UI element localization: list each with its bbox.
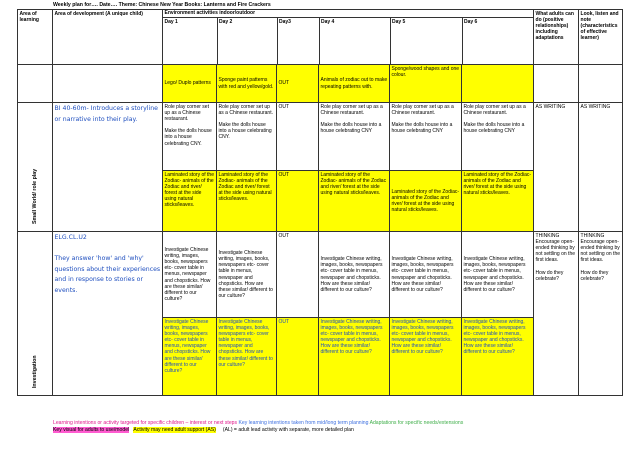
legend-green: Adaptations for specific needs/extensions bbox=[369, 420, 464, 426]
legend-pink: Learning intentions or activity targeted for specific children – interest or next steps bbox=[53, 420, 238, 426]
sw-r1-day-1: Role play corner set up as a Chinese restaurant. Make the dolls house into a house celebrating CNY. bbox=[163, 103, 217, 171]
pattern-row bbox=[18, 65, 623, 103]
sw-r1-day-5: Role play corner set up as a Chinese restaurant. Make the dolls house into a house celebrating CNY bbox=[390, 103, 462, 171]
inv-r2-day-3: OUT bbox=[277, 318, 319, 396]
inv-adults: THINKING Encourage open-ended thinking by not settling on the first ideas. How do they celebrate? bbox=[534, 232, 579, 396]
legend bbox=[53, 420, 463, 434]
sw-r1-day-6: Role play corner set up as a Chinese restaurant. Make the dolls house into a house celebrating CNY bbox=[462, 103, 534, 171]
sw-r2-day-2: Laminated story of the Zodiac- animals of the Zodiac and river/ forest at the side using natural sticks/leaves. bbox=[217, 171, 277, 232]
inv-r2-day-6: Investigate Chinese writing, images, books, newspapers etc- cover table in menus, newspaper and chopsticks. How are these similar/ different to our culture? bbox=[462, 318, 534, 396]
weekly-plan-table bbox=[17, 9, 623, 396]
sw-r2-day-1: Laminated story of the Zodiac- animals of the Zodiac and river/ forest at the side using natural sticks/leaves. bbox=[163, 171, 217, 232]
inv-r1-day-5: Investigate Chinese writing, images, books, newspapers etc- cover table in menus, newspaper and chopsticks. How are these similar/ different to our culture? bbox=[390, 232, 462, 318]
sw-look: AS WRITING bbox=[579, 103, 623, 232]
header-what-adults-can-do: What adults can do (positive relationships) including adaptations bbox=[534, 10, 579, 65]
sw-r1-day-4: Role play corner set up as a Chinese restaurant. Make the dolls house into a house celebrating CNY bbox=[319, 103, 390, 171]
area-small-world: Small World/ role play bbox=[18, 103, 53, 232]
legend-al: (AL) = adult lead activity with separate, more detailed plan bbox=[222, 427, 354, 434]
area-investigation: Investigation bbox=[18, 232, 53, 396]
legend-activity: Activity may need adult support (AS) bbox=[133, 427, 216, 434]
page-title: Weekly plan for…. Date…. Theme: Chinese New Year Books: Lanterns and Fire Crackers bbox=[53, 2, 271, 8]
investigation-row-1 bbox=[18, 232, 623, 318]
inv-look: THINKING Encourage open-ended thinking by not settling on the first ideas. How do they celebrate? bbox=[579, 232, 623, 396]
header-environment bbox=[163, 10, 534, 65]
inv-r2-day-5: Investigate Chinese writing, images, books, newspapers etc- cover table in menus, newspaper and chopsticks. How are these similar/ different to our culture? bbox=[390, 318, 462, 396]
small-world-row-1 bbox=[18, 103, 623, 171]
legend-key-adults: Key visual for adults to use/model bbox=[53, 427, 130, 434]
sw-r2-day-4: Laminated story of the Zodiac- animals of the Zodiac and river/ forest at the side using natural sticks/leaves. bbox=[319, 171, 390, 232]
inv-r1-day-4: Investigate Chinese writing, images, books, newspapers etc- cover table in menus, newspaper and chopsticks. How are these similar/ different to our culture? bbox=[319, 232, 390, 318]
inv-r2-day-2: Investigate Chinese writing, images, books, newspapers etc- cover table in menus, newspaper and chopsticks. How are these similar/ different to our culture? bbox=[217, 318, 277, 396]
pattern-day-4: Animals of zodiac out to make repeating patterns with. bbox=[319, 65, 390, 103]
header-day-3: Day3 bbox=[277, 18, 319, 64]
dev-investigation: ELG.CL.U2 They answer 'how' and 'why' questions about their experiences and in response to stories or events. bbox=[53, 232, 163, 396]
inv-r1-day-6: Investigate Chinese writing, images, books, newspapers etc- cover table in menus, newspaper and chopsticks. How are these similar/ different to our culture? bbox=[462, 232, 534, 318]
header-day-1: Day 1 bbox=[163, 18, 217, 64]
header-area-of-development: Area of development (A unique child) bbox=[53, 10, 163, 65]
inv-r1-day-3: OUT bbox=[277, 232, 319, 318]
header-day-6: Day 6 bbox=[464, 19, 478, 25]
legend-line-2 bbox=[53, 427, 463, 434]
header-day-5: Day 5 bbox=[390, 18, 462, 64]
inv-r1-day-1: Investigate Chinese writing, images, books, newspapers etc- cover table in menus, newspaper and chopsticks. How are these similar/ different to our culture? bbox=[163, 232, 217, 318]
header-look-listen-note: Look, listen and note (characteristics of effective learner) bbox=[579, 10, 623, 65]
pattern-day-1: Lego/ Duplo patterns bbox=[163, 65, 217, 103]
sw-r1-day-3: OUT bbox=[277, 103, 319, 171]
header-row bbox=[18, 10, 623, 65]
sw-r2-day-6: Laminated story of the Zodiac- animals of the Zodiac and river/ forest at the side using natural sticks/leaves. bbox=[462, 171, 534, 232]
header-day-4: Day 4 bbox=[319, 18, 390, 64]
dev-small-world: BI 40-60m- Introduces a storyline or narrative into their play. bbox=[53, 103, 163, 232]
header-environment-label: Environment activities indoor/outdoor bbox=[163, 10, 533, 18]
inv-r2-day-1: Investigate Chinese writing, images, books, newspapers etc- cover table in menus, newspaper and chopsticks. How are these similar/ different to our culture? bbox=[163, 318, 217, 396]
sw-r2-day-3: OUT bbox=[277, 171, 319, 232]
legend-line-1 bbox=[53, 420, 463, 427]
header-area-of-learning: Area of learning bbox=[18, 10, 53, 65]
sw-r1-day-2: Role play corner set up as a Chinese restaurant. Make the dolls house into a house celebrating CNY. bbox=[217, 103, 277, 171]
inv-r2-day-4: Investigate Chinese writing, images, books, newspapers etc- cover table in menus, newspaper and chopsticks. How are these similar/ different to our culture? bbox=[319, 318, 390, 396]
pattern-day-2: Sponge paint patterns with red and yellow/gold. bbox=[217, 65, 277, 103]
header-day-2: Day 2 bbox=[217, 18, 277, 64]
sw-r2-day-5: Laminated story of the Zodiac- animals of the Zodiac and river/ forest at the side using natural sticks/leaves. bbox=[390, 171, 462, 232]
pattern-day-3: OUT bbox=[277, 65, 319, 103]
header-days bbox=[163, 18, 534, 64]
pattern-day-5: Sponge/wood shapes and one colour. bbox=[390, 65, 462, 103]
inv-r1-day-2: Investigate Chinese writing, images, books, newspapers etc- cover table in menus, newspaper and chopsticks. How are these similar/ different to our culture? bbox=[217, 232, 277, 318]
legend-blue: Key learning intentions taken from mid/long term planning bbox=[238, 420, 369, 426]
pattern-day-6 bbox=[462, 65, 534, 103]
sw-adults: AS WRITING bbox=[534, 103, 579, 232]
